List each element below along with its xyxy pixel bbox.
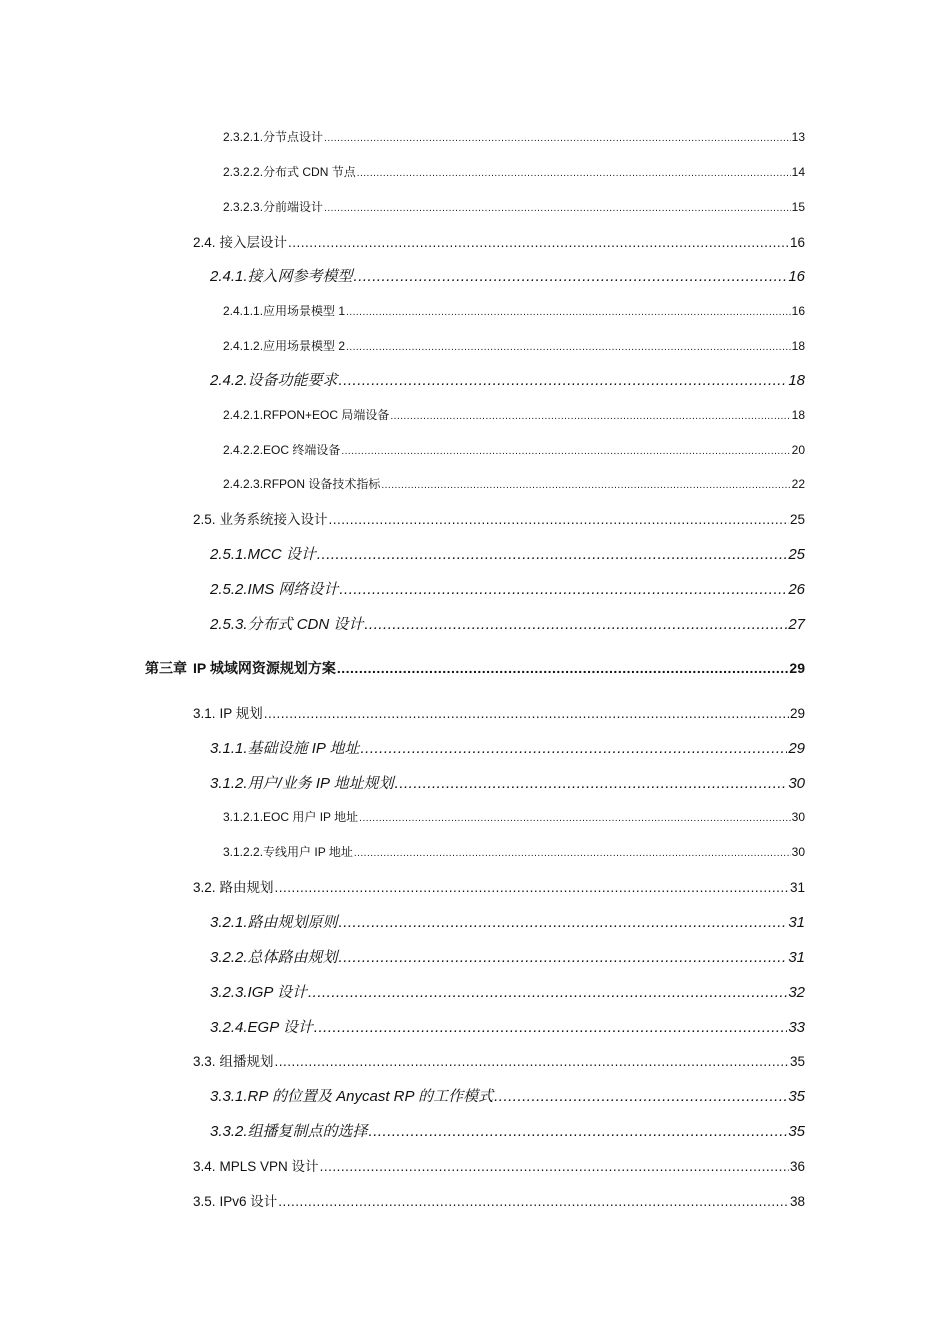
toc-entry-title: 分前端设计 — [263, 200, 324, 214]
toc-leader-dots — [354, 268, 788, 285]
toc-entry-number: 2.3.2.1. — [223, 130, 264, 144]
toc-leader-dots — [494, 1088, 787, 1105]
toc-entry[interactable] — [223, 441, 805, 458]
toc-entry[interactable] — [223, 475, 805, 492]
toc-entry-page: 27 — [788, 616, 805, 633]
toc-leader-dots — [390, 408, 790, 422]
toc-entry-page: 30 — [791, 810, 805, 824]
toc-entry-number: 2.4.2.3. — [223, 477, 264, 491]
toc-entry-page: 31 — [789, 880, 805, 895]
toc-entry-page: 20 — [791, 443, 805, 457]
toc-entry-title: EGP 设计 — [247, 1019, 313, 1036]
toc-leader-dots — [278, 1194, 789, 1209]
toc-entry[interactable] — [210, 946, 805, 967]
toc-entry-title: 路由规划原则 — [247, 914, 338, 931]
toc-entry[interactable] — [223, 302, 805, 319]
toc-entry-title: RFPON 设备技术指标 — [263, 477, 381, 491]
toc-leader-dots — [317, 546, 787, 563]
toc-leader-dots — [364, 616, 787, 633]
toc-entry-title: IP 城域网资源规划方案 — [193, 660, 336, 676]
toc-entry-page: 31 — [788, 914, 805, 931]
toc-leader-dots — [346, 339, 791, 353]
toc-entry-page: 35 — [788, 1088, 805, 1105]
toc-entry-title: MPLS VPN 设计 — [219, 1159, 319, 1174]
toc-entry-number: 2.5.2. — [210, 581, 248, 598]
toc-entry[interactable] — [210, 737, 805, 758]
toc-leader-dots — [369, 1123, 788, 1140]
toc-entry[interactable] — [223, 808, 805, 825]
toc-entry[interactable] — [210, 265, 805, 286]
toc-entry-title: 分节点设计 — [263, 130, 324, 144]
toc-entry-number: 3.2.4. — [210, 1019, 248, 1036]
toc-entry-title: IGP 设计 — [247, 984, 307, 1001]
toc-leader-dots — [275, 880, 789, 895]
toc-leader-dots — [381, 477, 790, 491]
toc-entry-title: 接入网参考模型 — [247, 268, 353, 285]
toc-entry[interactable] — [193, 702, 805, 722]
toc-entry-title: 组播规划 — [219, 1054, 274, 1069]
toc-entry-title: 路由规划 — [219, 880, 274, 895]
toc-entry-title: IPv6 设计 — [219, 1194, 278, 1209]
toc-entry[interactable] — [223, 128, 805, 145]
toc-entry-page: 33 — [788, 1019, 805, 1036]
toc-entry-number: 3.1.2.2. — [223, 845, 264, 859]
toc-entry[interactable] — [210, 613, 805, 634]
toc-entry[interactable] — [223, 198, 805, 215]
toc-entry[interactable] — [210, 772, 805, 793]
toc-entry[interactable] — [193, 1050, 805, 1070]
toc-entry-page: 25 — [788, 546, 805, 563]
toc-entry-title: MCC 设计 — [247, 546, 316, 563]
toc-entry-page: 31 — [788, 949, 805, 966]
toc-entry-title: IP 规划 — [219, 706, 263, 721]
toc-entry-number: 2.4.2.2. — [223, 443, 264, 457]
toc-entry-page: 18 — [791, 339, 805, 353]
toc-leader-dots — [346, 304, 791, 318]
toc-entry-page: 30 — [791, 845, 805, 859]
toc-entry-number: 2.4.1.1. — [223, 304, 264, 318]
toc-entry-title: 基础设施 IP 地址 — [247, 740, 360, 757]
toc-leader-dots — [341, 443, 790, 457]
toc-entry-page: 35 — [788, 1123, 805, 1140]
toc-leader-dots — [275, 1054, 789, 1069]
toc-entry-number: 2.5. — [193, 512, 216, 527]
toc-leader-dots — [337, 660, 789, 676]
toc-entry-number: 3.1.1. — [210, 740, 248, 757]
toc-entry-number: 3.4. — [193, 1159, 216, 1174]
toc-entry-page: 29 — [789, 706, 805, 721]
toc-entry-page: 16 — [788, 268, 805, 285]
toc-entry-title: 用户/业务 IP 地址规划 — [247, 775, 394, 792]
toc-entry-title: 组播复制点的选择 — [247, 1123, 368, 1140]
toc-entry-number: 2.3.2.2. — [223, 165, 264, 179]
toc-entry-title: EOC 终端设备 — [263, 443, 341, 457]
toc-leader-dots — [329, 512, 789, 527]
toc-entry-title: 分布式 CDN 设计 — [247, 616, 364, 633]
toc-entry[interactable] — [223, 843, 805, 860]
toc-entry-page: 22 — [791, 477, 805, 491]
toc-leader-dots — [339, 581, 787, 598]
toc-entry-number: 2.4.1.2. — [223, 339, 264, 353]
toc-entry[interactable] — [210, 1120, 805, 1141]
toc-entry-page: 14 — [791, 165, 805, 179]
toc-entry[interactable] — [210, 981, 805, 1002]
toc-entry-page: 36 — [789, 1159, 805, 1174]
toc-entry-title: EOC 用户 IP 地址 — [263, 810, 359, 824]
toc-leader-dots — [339, 949, 788, 966]
toc-entry-title: RFPON+EOC 局端设备 — [263, 408, 390, 422]
toc-entry-title: 设备功能要求 — [247, 372, 338, 389]
toc-entry[interactable] — [193, 231, 805, 251]
toc-entry-page: 18 — [791, 408, 805, 422]
toc-entry-number: 3.2.1. — [210, 914, 248, 931]
toc-entry-number: 3.2.2. — [210, 949, 248, 966]
toc-entry-page: 30 — [788, 775, 805, 792]
toc-entry-page: 16 — [789, 235, 805, 250]
toc-leader-dots — [324, 130, 791, 144]
toc-entry[interactable] — [223, 163, 805, 180]
toc-entry-number: 3.3. — [193, 1054, 216, 1069]
toc-entry-page: 13 — [791, 130, 805, 144]
toc-entry-number: 2.4.2.1. — [223, 408, 264, 422]
toc-entry[interactable] — [210, 1085, 805, 1106]
toc-entry[interactable] — [193, 1190, 805, 1210]
toc-entry[interactable] — [210, 1016, 805, 1037]
toc-entry-number: 3.2.3. — [210, 984, 248, 1001]
toc-leader-dots — [360, 740, 787, 757]
toc-entry[interactable] — [210, 911, 805, 932]
toc-entry-number: 2.3.2.3. — [223, 200, 264, 214]
toc-entry-number: 2.5.3. — [210, 616, 248, 633]
toc-entry-number: 3.2. — [193, 880, 216, 895]
toc-leader-dots — [320, 1159, 789, 1174]
toc-leader-dots — [339, 372, 788, 389]
toc-leader-dots — [357, 165, 791, 179]
toc-entry-title: 业务系统接入设计 — [219, 512, 328, 527]
toc-entry-page: 18 — [788, 372, 805, 389]
toc-entry-page: 26 — [788, 581, 805, 598]
toc-entry-title: 接入层设计 — [219, 235, 288, 250]
toc-entry-number: 2.5.1. — [210, 546, 248, 563]
toc-entry[interactable] — [193, 876, 805, 896]
toc-entry-number: 3.5. — [193, 1194, 216, 1209]
toc-entry[interactable] — [223, 406, 805, 423]
toc-entry-number: 3.1. — [193, 706, 216, 721]
toc-entry-number: 3.1.2. — [210, 775, 248, 792]
toc-entry-number: 2.4.2. — [210, 372, 248, 389]
toc-leader-dots — [339, 914, 788, 931]
toc-entry-number: 3.3.1. — [210, 1088, 248, 1105]
toc-entry-page: 29 — [788, 740, 805, 757]
toc-entry-title: 应用场景模型 2 — [263, 339, 346, 353]
toc-entry[interactable] — [210, 578, 805, 599]
toc-entry-number: 3.1.2.1. — [223, 810, 264, 824]
toc-leader-dots — [314, 1019, 787, 1036]
toc-entry-number: 2.4. — [193, 235, 216, 250]
toc-leader-dots — [308, 984, 787, 1001]
toc-entry-number: 2.4.1. — [210, 268, 248, 285]
toc-leader-dots — [359, 810, 790, 824]
toc-entry[interactable] — [193, 1155, 805, 1175]
toc-entry[interactable] — [210, 543, 805, 564]
toc-entry[interactable] — [223, 337, 805, 354]
toc-entry-title: 分布式 CDN 节点 — [263, 165, 356, 179]
toc-entry[interactable] — [193, 508, 805, 528]
toc-entry-page: 32 — [788, 984, 805, 1001]
toc-entry-title: 应用场景模型 1 — [263, 304, 346, 318]
toc-entry-page: 15 — [791, 200, 805, 214]
toc-entry-number: 3.3.2. — [210, 1123, 248, 1140]
toc-entry-page: 35 — [789, 1054, 805, 1069]
toc-entry-page: 25 — [789, 512, 805, 527]
toc-entry-title: 总体路由规划 — [247, 949, 338, 966]
toc-entry[interactable] — [210, 369, 805, 390]
toc-leader-dots — [354, 845, 791, 859]
toc-entry-page: 16 — [791, 304, 805, 318]
toc-entry-number: 第三章 — [145, 660, 187, 676]
toc-entry-title: 专线用户 IP 地址 — [263, 845, 353, 859]
toc-leader-dots — [395, 775, 788, 792]
toc-entry-title: RP 的位置及 Anycast RP 的工作模式 — [247, 1088, 494, 1105]
toc-leader-dots — [264, 706, 789, 721]
toc-entry-page: 29 — [789, 660, 805, 676]
toc-leader-dots — [288, 235, 789, 250]
toc-leader-dots — [324, 200, 791, 214]
toc-chapter-entry[interactable] — [145, 658, 805, 678]
toc-entry-title: IMS 网络设计 — [247, 581, 339, 598]
toc-entry-page: 38 — [789, 1194, 805, 1209]
